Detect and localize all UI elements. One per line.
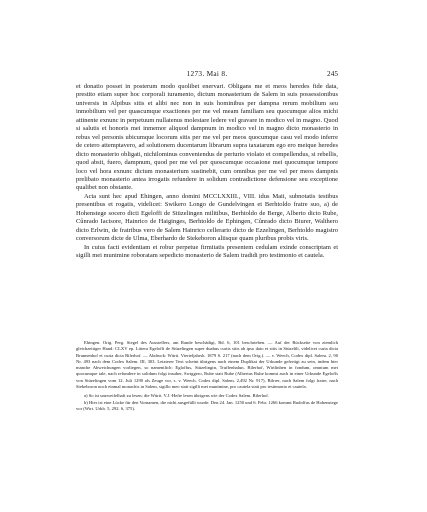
footnotes (76, 340, 338, 412)
paragraph-1: et donatio posset in posterum modo quolibet enervari. Obligans me et meos heredes fide data, prestito etiam super hoc corporali iuramento, dictum monasterium de Salem in suis possessionibus universis in Alpibus sitis et alibi nec non in suis hominibus per dampna rerum mobilium seu inmobilium vel per quascumque exactiones per me vel meam familiam seu quocumque alios michi attinente exnunc in perpetuum nullatenus molestare ledere vel gravare in modico vel in magno. Quod si salutis et honoris mei inmemor aliquod dampnum in modico vel in magno dicto monasterio in rebus vel personis ubicumque locorum sitis per me vel per meos quocumque casu vel modo inferre de cetero attemptavero, ad solutionem ducentarum librarum supra taxatarum ego ero meique heredes dicto monasterio obligati, nichilominus conveniendus de periurio violato et compellendus, si rebellis, quod absit, fuero, dampnum, quod per me vel per quoscumque occasione mei quocumque tempore loco vel hora exnunc dictum monasterium sustinebit, cum omnibus per me vel per meos dampnis prelibato monasterio antea irrogatis refundere in solidum contradictione defensione seu exceptione qualibet non obstante. (76, 83, 338, 192)
paragraph-2: Acta sunt hec apud Ehingen, anno domini MCCLXXIII., VIII. idus Maii, subnotatis testibus presentibus et rogatis, videlicet: Swikero Longo de Gundelvingen et Berhtoldo fratre suo, a) de Hohenstege socero dicti Egeloffi de Stüzelingen militibus, Berhtoldo de Berge, Alberto dicto Rube, Cůnrado Iacisore, Hainrico de Haiginges, Berhtoldo de Ephingen, Cůnrado dicto Biurer, Walthero dicto Erlwin, de fratribus vero de Salem Hainrico cellerario dicto de Ezzelingen, Berhtoldo magistro conversorum dicte de Ulma, Eberhardo de Stekeboron aliisque quam pluribus probis viris. (76, 192, 338, 243)
footnote-b: b) Hier ist eine Lücke für den Vornamen, die nicht ausgefüllt wurde. Den 24. Jan. 1250 und 6. Febr. 1266 kommt Rudolfus de Hohenstege vor (Wirt. Urkb. 5, 292. 6, 375). (76, 399, 338, 411)
footnote-main: Ehingen. Orig. Perg. Siegel des Ausstellers, am Rande beschädigt, Bd. 6, 101 beschrieben. — Auf der Rückseite von ziemlich gleichzeitiger Hand: CLXV ep. Littera Egeloffi de Stüzelingen super duabus curiis sitis ab ipso dato et sitis in Stüzelili, videlicet curia dicta Brunnenhof et curia dicta Bilerhof. — Abdruck: Württ. Vierteljahrsh. 1879 S. 217 (nach dem Orig.). — v. Weech, Codex dipl. Salem. 2, 90 Nr. 493 nach dem Codex Salem. III, 303. Letzterer Text scheint übrigens nach einem Duplikat der Urkunde gefertigt zu sein, indem hier manche Abweichungen vorliegen, so namentlich: Egloffus, Stüzelingin, Truffenhalun, Bilerhof, Wirtlinhen in fondum, omnium mei quocumque tale, nach refundere in solidum folgt insuber, Swiggero, Rube statt Rube (Albertus Rube kommt auch in einer Urkunde Egeloffs von Stüzelingen vom 12. Juli 1290 als Zeuge vor, s. v. Weech, Codex dipl. Salem. 2,492 Nr. 917), Bilrrer, nach Salem folgt fratre, nach Stekeboron noch einmal monachis in Salem, sigillo meo statt sigilli mei munimine, pro cautela statt pro testimonio et cautela. (76, 340, 338, 390)
main-text (76, 83, 338, 261)
footnote-a: a) So ist unzweifelhaft zu lesen; die Württ. V.J.-Hefte lesen übrigens wie der Codex Salem. Bilerhof. (84, 393, 269, 399)
paragraph-3: In cuius facti evidentiam et robur perpetue firmitatis presentem cedulam exinde conscriptam et sigilli mei munimine roboratam sepedicto monasterio de Salem tradidi pro testimonio et cautela. (76, 243, 338, 260)
page-header (76, 69, 338, 79)
page-header-title: 1273. Mai 8. (186, 69, 228, 78)
page-number: 245 (327, 69, 338, 78)
